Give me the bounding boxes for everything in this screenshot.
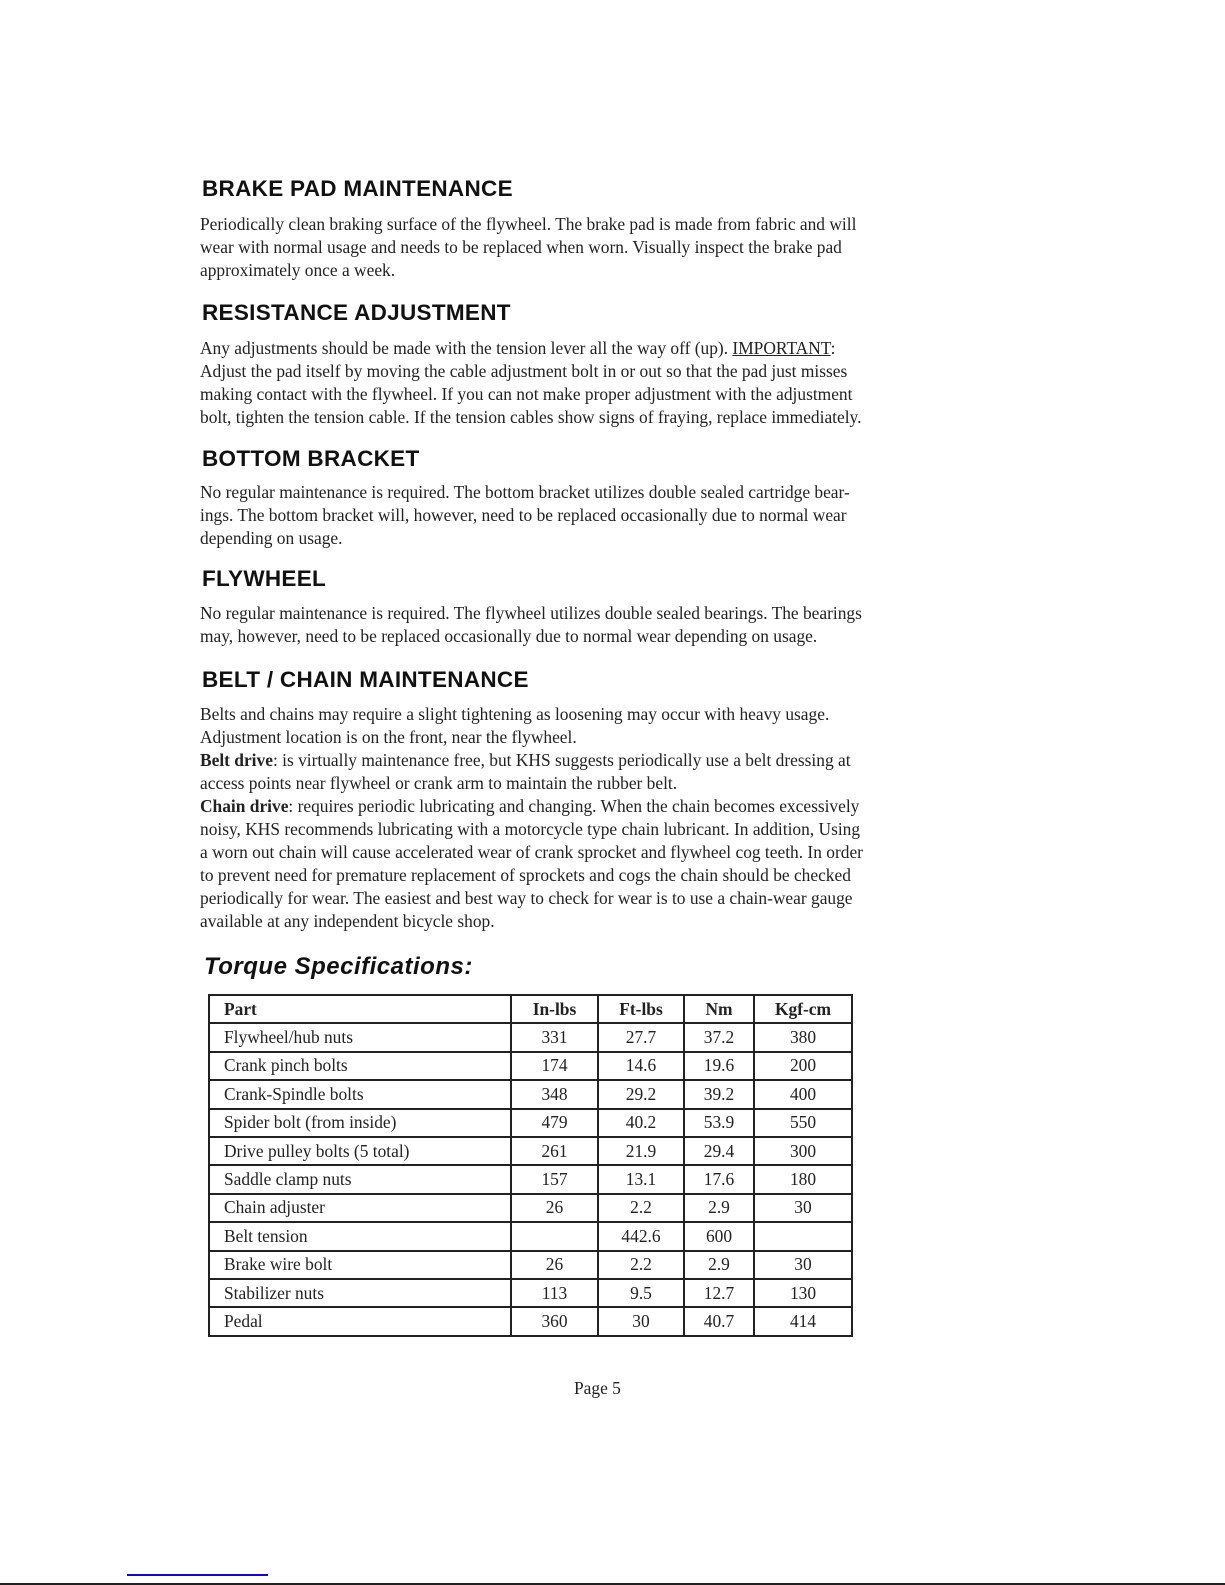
text-segment: : requires periodic lubricating and changing. When the chain becomes excessively [288, 796, 860, 816]
value-cell: 180 [754, 1165, 852, 1193]
part-name-cell: Spider bolt (from inside) [209, 1109, 511, 1137]
brake-pad-paragraph [200, 213, 856, 282]
text-line: ings. The bottom bracket will, however, need to be replaced occasionally due to normal wear [200, 505, 847, 525]
value-cell: 29.2 [598, 1080, 684, 1108]
value-cell: 17.6 [684, 1165, 754, 1193]
value-cell: 12.7 [684, 1279, 754, 1307]
value-cell: 442.6 [598, 1222, 684, 1250]
text-line: making contact with the flywheel. If you can not make proper adjustment with the adjustment [200, 384, 853, 404]
header-kgf-cm: Kgf-cm [754, 995, 852, 1023]
value-cell: 40.7 [684, 1307, 754, 1335]
value-cell: 14.6 [598, 1052, 684, 1080]
part-name-cell: Drive pulley bolts (5 total) [209, 1137, 511, 1165]
value-cell: 19.6 [684, 1052, 754, 1080]
text-segment: : [830, 338, 836, 358]
text-line: may, however, need to be replaced occasionally due to normal wear depending on usage. [200, 626, 818, 646]
table-row [209, 1279, 852, 1307]
value-cell: 2.2 [598, 1251, 684, 1279]
text-line [200, 337, 861, 360]
text-line: noisy, KHS recommends lubricating with a motorcycle type chain lubricant. In addition, Using [200, 819, 861, 839]
value-cell: 40.2 [598, 1109, 684, 1137]
link-underline [127, 1574, 268, 1576]
bottom-bracket-paragraph [200, 481, 850, 550]
text-line: approximately once a week. [200, 260, 396, 280]
text-line: to prevent need for premature replacement of sprockets and cogs the chain should be checked [200, 865, 851, 885]
page-number: Page 5 [574, 1378, 621, 1398]
text-line: available at any independent bicycle shop. [200, 911, 495, 931]
value-cell: 26 [511, 1194, 598, 1222]
value-cell: 331 [511, 1023, 598, 1051]
table-row [209, 1080, 852, 1108]
header-in-lbs: In-lbs [511, 995, 598, 1023]
table-row [209, 1222, 852, 1250]
text-line: Adjustment location is on the front, near the flywheel. [200, 727, 577, 747]
text-line [200, 749, 863, 772]
value-cell: 414 [754, 1307, 852, 1335]
value-cell: 30 [754, 1251, 852, 1279]
belt-chain-paragraph [200, 703, 863, 933]
value-cell [754, 1222, 852, 1250]
text-line: No regular maintenance is required. The bottom bracket utilizes double sealed cartridge bear- [200, 482, 850, 502]
text-line: No regular maintenance is required. The flywheel utilizes double sealed bearings. The bearings [200, 603, 862, 623]
value-cell: 300 [754, 1137, 852, 1165]
important-note: IMPORTANT [732, 338, 831, 358]
table-row [209, 1023, 852, 1051]
value-cell: 2.2 [598, 1194, 684, 1222]
text-line: Periodically clean braking surface of the flywheel. The brake pad is made from fabric and will [200, 214, 857, 234]
chain-drive-label: Chain drive [200, 796, 289, 816]
value-cell: 174 [511, 1052, 598, 1080]
part-name-cell: Brake wire bolt [209, 1251, 511, 1279]
text-line: periodically for wear. The easiest and best way to check for wear is to use a chain-wear gauge [200, 888, 853, 908]
value-cell: 30 [598, 1307, 684, 1335]
value-cell: 479 [511, 1109, 598, 1137]
heading-belt-chain: BELT / CHAIN MAINTENANCE [202, 667, 529, 692]
flywheel-paragraph [200, 602, 862, 648]
value-cell: 113 [511, 1279, 598, 1307]
text-line: access points near flywheel or crank arm to maintain the rubber belt. [200, 773, 678, 793]
part-name-cell: Belt tension [209, 1222, 511, 1250]
resistance-paragraph [200, 337, 861, 429]
part-name-cell: Chain adjuster [209, 1194, 511, 1222]
part-name-cell: Crank-Spindle bolts [209, 1080, 511, 1108]
heading-brake-pad: BRAKE PAD MAINTENANCE [202, 176, 513, 201]
table-row [209, 1109, 852, 1137]
header-ft-lbs: Ft-lbs [598, 995, 684, 1023]
table-row [209, 1307, 852, 1335]
value-cell: 550 [754, 1109, 852, 1137]
belt-drive-label: Belt drive [200, 750, 273, 770]
table-row [209, 1194, 852, 1222]
value-cell: 26 [511, 1251, 598, 1279]
value-cell: 39.2 [684, 1080, 754, 1108]
value-cell: 157 [511, 1165, 598, 1193]
part-name-cell: Saddle clamp nuts [209, 1165, 511, 1193]
text-line: depending on usage. [200, 528, 343, 548]
value-cell: 261 [511, 1137, 598, 1165]
text-line: Belts and chains may require a slight tightening as loosening may occur with heavy usage. [200, 704, 830, 724]
value-cell: 37.2 [684, 1023, 754, 1051]
table-row [209, 1052, 852, 1080]
header-part: Part [209, 995, 511, 1023]
torque-heading: Torque Specifications: [204, 953, 473, 980]
table-row [209, 1251, 852, 1279]
value-cell: 21.9 [598, 1137, 684, 1165]
table-row [209, 1165, 852, 1193]
value-cell: 9.5 [598, 1279, 684, 1307]
text-segment: Any adjustments should be made with the tension lever all the way off (up). [200, 338, 733, 358]
text-line: a worn out chain will cause accelerated wear of crank sprocket and flywheel cog teeth. In order [200, 842, 863, 862]
value-cell [511, 1222, 598, 1250]
value-cell: 29.4 [684, 1137, 754, 1165]
part-name-cell: Crank pinch bolts [209, 1052, 511, 1080]
part-name-cell: Pedal [209, 1307, 511, 1335]
value-cell: 200 [754, 1052, 852, 1080]
torque-table [208, 994, 853, 1337]
value-cell: 53.9 [684, 1109, 754, 1137]
value-cell: 2.9 [684, 1194, 754, 1222]
table-header-row [209, 995, 852, 1023]
value-cell: 27.7 [598, 1023, 684, 1051]
part-name-cell: Flywheel/hub nuts [209, 1023, 511, 1051]
value-cell: 380 [754, 1023, 852, 1051]
part-name-cell: Stabilizer nuts [209, 1279, 511, 1307]
heading-flywheel: FLYWHEEL [202, 566, 327, 591]
text-line: wear with normal usage and needs to be replaced when worn. Visually inspect the brake pad [200, 237, 842, 257]
value-cell: 360 [511, 1307, 598, 1335]
header-nm: Nm [684, 995, 754, 1023]
heading-bottom-bracket: BOTTOM BRACKET [202, 446, 420, 471]
value-cell: 2.9 [684, 1251, 754, 1279]
value-cell: 600 [684, 1222, 754, 1250]
text-segment: : is virtually maintenance free, but KHS suggests periodically use a belt dressing at [272, 750, 851, 770]
text-line: Adjust the pad itself by moving the cable adjustment bolt in or out so that the pad just misses [200, 361, 848, 381]
value-cell: 30 [754, 1194, 852, 1222]
value-cell: 400 [754, 1080, 852, 1108]
text-line: bolt, tighten the tension cable. If the tension cables show signs of fraying, replace immediately. [200, 407, 862, 427]
text-line [200, 795, 863, 818]
value-cell: 348 [511, 1080, 598, 1108]
value-cell: 130 [754, 1279, 852, 1307]
value-cell: 13.1 [598, 1165, 684, 1193]
heading-resistance: RESISTANCE ADJUSTMENT [202, 300, 511, 325]
table-row [209, 1137, 852, 1165]
